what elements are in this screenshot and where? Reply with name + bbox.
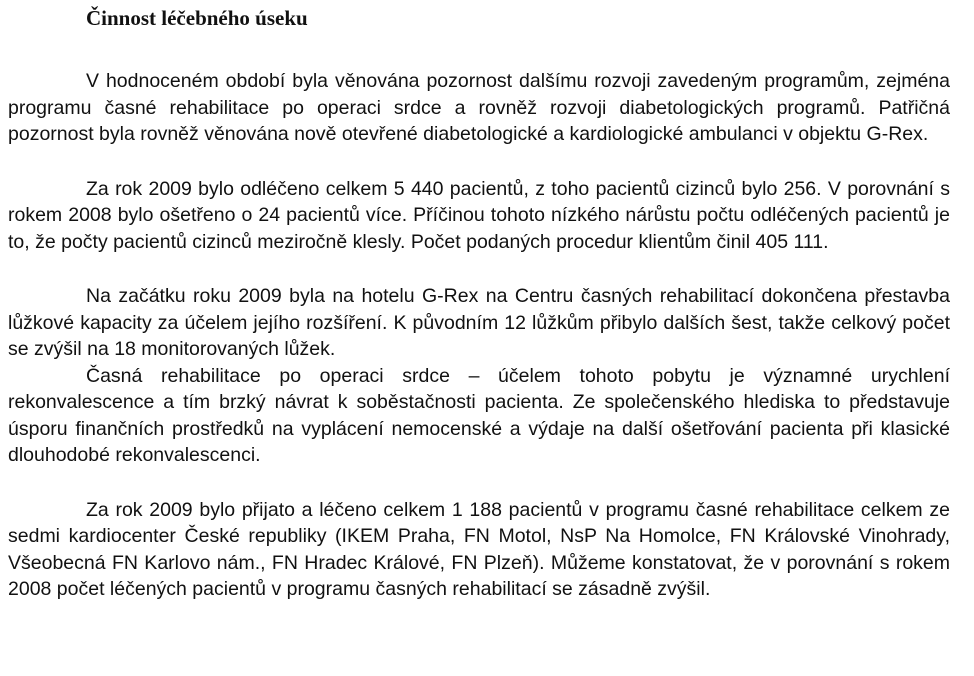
- paragraph-text: Za rok 2009 bylo přijato a léčeno celkem 1 188 pacientů v programu časné rehabilitace celkem ze sedmi kardiocenter České republiky (IKEM Praha, FN Motol, NsP Na Homolce, FN Královské Vinohrady, Všeobecná FN Karlovo nám., FN Hradec Králové, FN Plzeň). Můžeme konstatovat, že v porovnání s rokem 2008 počet léčených pacientů v programu časných rehabilitací se zásadně zvýšil.: [8, 498, 950, 600]
- paragraph-cardio-centers: [8, 497, 950, 603]
- paragraph-gap: [8, 469, 950, 497]
- paragraph-text: V hodnoceném období byla věnována pozornost dalšímu rozvoji zavedeným programům, zejména programu časné rehabilitace po operaci srdce a rovněž rozvoji diabetologických programů. Patřičná pozornost byla rovněž věnována nově otevřené diabetologické a kardiologické ambulanci v objektu G-Rex.: [8, 70, 950, 145]
- paragraph-text: Za rok 2009 bylo odléčeno celkem 5 440 pacientů, z toho pacientů cizinců bylo 256. V porovnání s rokem 2008 bylo ošetřeno o 24 pacientů více. Příčinou tohoto nízkého nárůstu počtu odléčených pacientů je to, že počty pacientů cizinců meziročně klesly. Počet podaných procedur klientům činil 405 111.: [8, 177, 950, 253]
- paragraph-patients: [8, 176, 950, 256]
- paragraph-programs: [8, 68, 950, 148]
- paragraph-capacity: [8, 283, 950, 363]
- paragraph-text: Na začátku roku 2009 byla na hotelu G-Rex na Centru časných rehabilitací dokončena přestavba lůžkové kapacity za účelem jejího rozšíření. K původním 12 lůžkům přibylo dalších šest, takže celkový počet se zvýšil na 18 monitorovaných lůžek.: [8, 285, 950, 360]
- paragraph-early-rehab: [8, 363, 950, 469]
- paragraph-gap: [8, 255, 950, 283]
- paragraph-gap: [8, 148, 950, 176]
- section-heading: Činnost léčebného úseku: [86, 6, 308, 30]
- paragraph-text: Časná rehabilitace po operaci srdce – účelem tohoto pobytu je významné urychlení rekonvalescence a tím brzký návrat k soběstačnosti pacienta. Ze společenského hlediska to představuje úsporu finančních prostředků na vyplácení nemocenské a výdaje na další ošetřování pacienta při klasické dlouhodobé rekonvalescenci.: [8, 364, 950, 466]
